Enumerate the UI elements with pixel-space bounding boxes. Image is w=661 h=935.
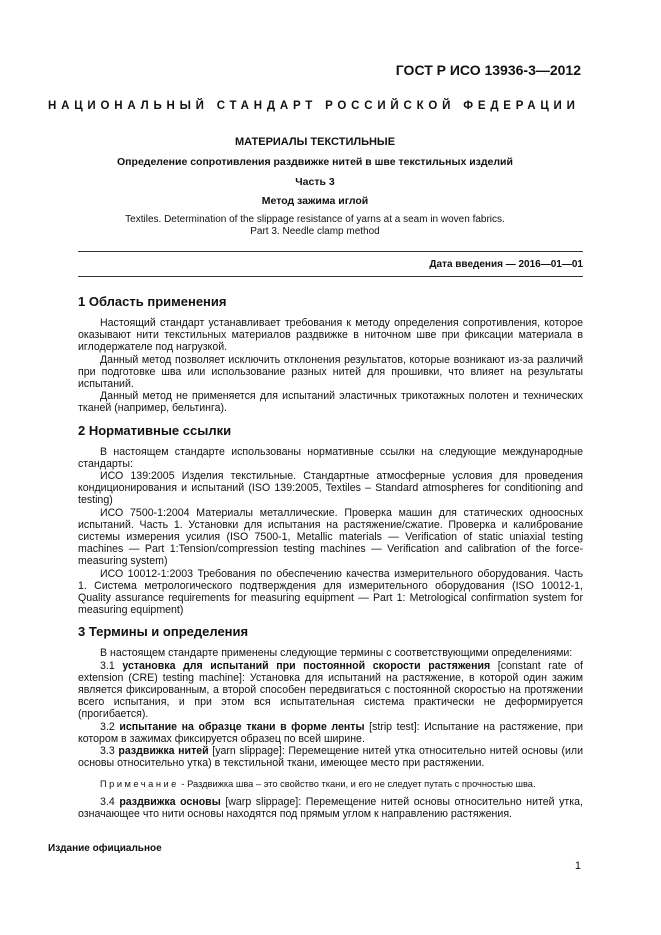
term-3-3-term: раздвижка нитей <box>118 745 209 758</box>
term-3-4-definition: [warp slippage]: Перемещение нитей основы относительно нитей утка, означающее что нити основы находятся под прямым углом к направлению растяжения. <box>78 795 583 820</box>
section-2-heading: 2 Нормативные ссылки <box>78 422 232 438</box>
document-subtitle: Определение сопротивления раздвижке нитей в шве текстильных изделий <box>117 156 513 168</box>
term-3-3-definition: [yarn slippage]: Перемещение нитей утка относительно нитей основы (или основы относительно утка) в текстильной ткани, имеющее место при растяжении. <box>78 745 583 770</box>
paragraph <box>78 507 583 568</box>
term-3-1 <box>78 660 583 721</box>
official-edition-label: Издание официальное <box>48 843 162 854</box>
term-3-2-definition: [strip test]: Испытание на растяжение, при котором в зажимах фиксируется образец по всей ширине. <box>78 720 583 745</box>
document-title: МАТЕРИАЛЫ ТЕКСТИЛЬНЫЕ <box>234 136 396 148</box>
document-code: ГОСТ Р ИСО 13936-3—2012 <box>395 62 581 78</box>
english-title <box>60 214 570 238</box>
document-part: Часть 3 <box>295 176 335 188</box>
term-3-1-definition: [constant rate of extension (CRE) testing machine]: Установка для испытаний на растяжение, в которой один зажим является фиксированным, а второй способен передвигаться с постоянной скоростью на протяжении всего испытания, и при этом вся испытательная система практически не деформируется (прогибается). <box>78 659 583 721</box>
top-divider <box>78 251 583 252</box>
date-divider <box>78 276 583 277</box>
introduction-date: Дата введения — 2016—01—01 <box>429 259 583 270</box>
paragraph <box>78 568 583 617</box>
english-title-line-2: Part 3. Needle clamp method <box>250 226 380 237</box>
term-3-1-term: установка для испытаний при постоянной скорости растяжения <box>122 659 491 672</box>
term-3-4-number: 3.4 <box>100 795 115 808</box>
page-number: 1 <box>574 860 581 872</box>
term-3-2 <box>78 721 583 745</box>
term-3-4-term: раздвижка основы <box>119 795 221 808</box>
term-3-2-number: 3.2 <box>100 720 115 733</box>
paragraph <box>78 390 583 414</box>
english-title-line-1: Textiles. Determination of the slippage resistance of yarns at a seam in woven fabrics. <box>125 214 505 225</box>
note-label: Примечание <box>100 778 179 789</box>
term-3-1-number: 3.1 <box>100 659 115 672</box>
section-1-p1: Настоящий стандарт устанавливает требования к методу определения сопротивления, которое оказывают нити текстильных материалов раздвижке в ниточном шве при фиксации материала в иглодержателе под нагрузкой. <box>78 317 583 354</box>
section-1-p3: Данный метод не применяется для испытаний эластичных трикотажных полотен и технических тканей (например, бельтинга). <box>78 390 583 415</box>
national-standard-banner: НАЦИОНАЛЬНЫЙ СТАНДАРТ РОССИЙСКОЙ ФЕДЕРАЦИИ <box>48 100 580 112</box>
term-3-3-number: 3.3 <box>100 745 115 758</box>
section-2-p1: В настоящем стандарте использованы нормативные ссылки на следующие международные стандарты: <box>78 445 583 470</box>
paragraph <box>78 470 583 507</box>
note <box>78 778 583 790</box>
document-body <box>78 294 583 820</box>
section-1-p2: Данный метод позволяет исключить отклонения результатов, которые возникают из-за различий при подготовке шва или использование разных нитей для прошивки, что влияет на результаты испытаний. <box>78 353 583 391</box>
document-method: Метод зажима иглой <box>261 195 369 207</box>
section-3-p1: В настоящем стандарте применены следующие термины с соответствующими определениями: <box>100 647 573 660</box>
term-3-2-term: испытание на образце ткани в форме ленты <box>119 720 365 733</box>
paragraph <box>78 446 583 470</box>
note-text: - Раздвижка шва – это свойство ткани, и его не следует путать с прочностью шва. <box>178 778 536 789</box>
paragraph <box>78 354 583 391</box>
section-3-heading: 3 Термины и определения <box>78 624 249 640</box>
paragraph <box>78 317 583 354</box>
section-1-heading: 1 Область применения <box>78 294 227 309</box>
term-3-4 <box>78 796 583 820</box>
section-2-p4: ИСО 10012-1:2003 Требования по обеспечению качества измерительного оборудования. Часть 1. Система метрологического подтверждения для измерительного оборудования (ISO 10012-1, Quality assurance requirements for measuring equipment — Part 1: Metrological confirmation system for measuring equipment) <box>78 567 583 617</box>
section-2-p2: ИСО 139:2005 Изделия текстильные. Стандартные атмосферные условия для проведения кондиционирования и испытаний (ISO 139:2005, Textiles – Standard atmospheres for conditioning and testing) <box>78 470 583 507</box>
section-2-p3: ИСО 7500-1:2004 Материалы металлические. Проверка машин для статических одноосных испытаний. Часть 1. Установки для испытания на растяжение/сжатие. Проверка и калибрование системы измерения усилия (ISO 7500-1, Metallic materials — Verification of static uniaxial testing machines — Part 1:Tension/compression testing machines — Verification and calibration of the force-measuring system) <box>78 506 583 568</box>
term-3-3 <box>78 745 583 769</box>
paragraph <box>78 647 583 659</box>
